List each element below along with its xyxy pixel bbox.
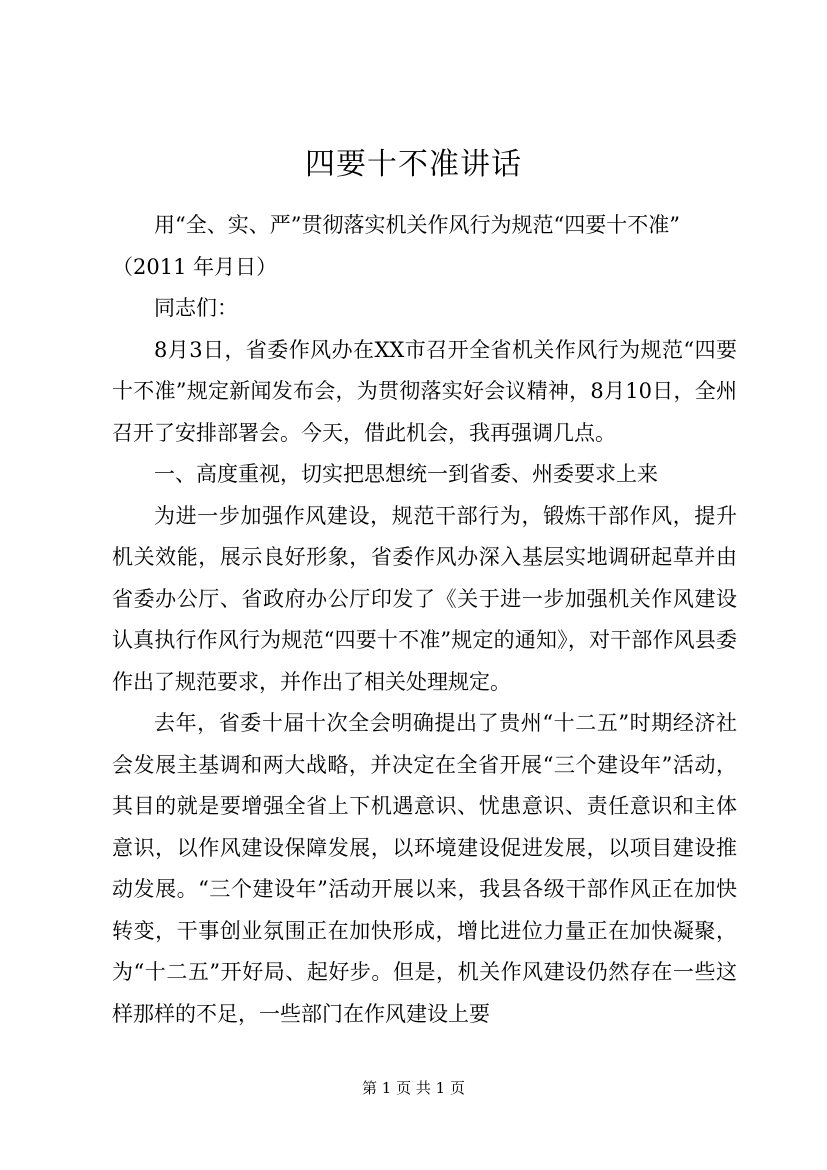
subtitle-paragraph: 用“全、实、严”贯彻落实机关作风行为规范“四要十不准” xyxy=(154,213,680,237)
section-heading: 一、高度重视，切实把思想统一到省委、州委要求上来 xyxy=(154,462,658,486)
body-paragraph: 为进一步加强作风建设，规范干部行为，锻炼干部作风，提升机关效能，展示良好形象，省委作风办深入基层实地调研起草并由省委办公厅、省政府办公厅印发了《关于进一步加强机关作风建设认真执行作风行为规范“四要十不准”规定的通知》，对干部作风县委作出了规范要求，并作出了相关处理规定。 xyxy=(112,503,737,694)
body-paragraph: 去年，省委十届十次全会明确提出了贵州“十二五”时期经济社会发展主基调和两大战略，并决定在全省开展“三个建设年”活动，其目的就是要增强全省上下机遇意识、忧患意识、责任意识和主体意识，以作风建设保障发展，以环境建设促进发展，以项目建设推动发展。“三个建设年”活动开展以来，我县各级干部作风正在加快转变，干事创业氛围正在加快形成，增比进位力量正在加快凝聚，为“十二五”开好局、起好步。但是，机关作风建设仍然存在一些这样那样的不足，一些部门在作风建设上要 xyxy=(112,711,737,1026)
body-paragraph: 8月3日，省委作风办在XX市召开全省机关作风行为规范“四要十不准”规定新闻发布会，为贯彻落实好会议精神，8月10日，全州召开了安排部署会。今天，借此机会，我再强调几点。 xyxy=(112,337,737,445)
salutation: 同志们： xyxy=(154,296,238,320)
date-line: （2011 年月日） xyxy=(112,254,278,279)
page-footer: 第 1 页 共 1 页 xyxy=(362,1079,465,1097)
document-body xyxy=(112,205,737,1035)
document-title: 四要十不准讲话 xyxy=(305,147,522,182)
